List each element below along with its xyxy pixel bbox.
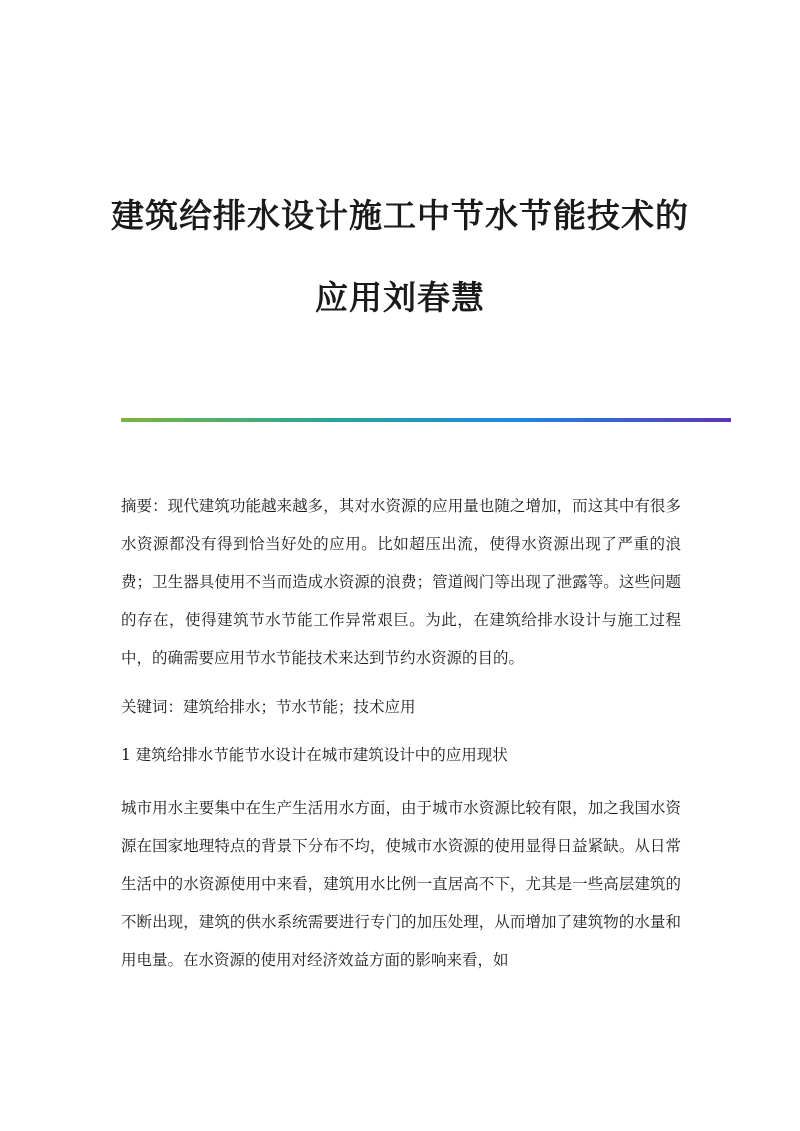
abstract-paragraph: 摘要：现代建筑功能越来越多，其对水资源的应用量也随之增加，而这其中有很多水资源都没有得到恰当好处的应用。比如超压出流，使得水资源出现了严重的浪费；卫生器具使用不当而造成水资源的浪费；管道阀门等出现了泄露等。这些问题的存在，使得建筑节水节能工作异常艰巨。为此，在建筑给排水设计与施工过程中，的确需要应用节水节能技术来达到节约水资源的目的。 [121,497,681,667]
document-body [121,487,681,995]
document-title-line-2: 应用刘春慧 [315,278,485,317]
document-title-line-1: 建筑给排水设计施工中节水节能技术的 [111,196,689,235]
keywords-line: 关键词：建筑给排水；节水节能；技术应用 [121,698,416,716]
gradient-divider [121,418,731,422]
section-1-heading: 1 建筑给排水节能节水设计在城市建筑设计中的应用现状 [121,746,508,764]
section-1-paragraph: 城市用水主要集中在生产生活用水方面，由于城市水资源比较有限，加之我国水资源在国家地理特点的背景下分布不均，使城市水资源的使用显得日益紧缺。从日常生活中的水资源使用中来看，建筑用水比例一直居高不下，尤其是一些高层建筑的不断出现，建筑的供水系统需要进行专门的加压处理，从而增加了建筑物的水量和用电量。在水资源的使用对经济效益方面的影响来看，如 [121,799,681,969]
